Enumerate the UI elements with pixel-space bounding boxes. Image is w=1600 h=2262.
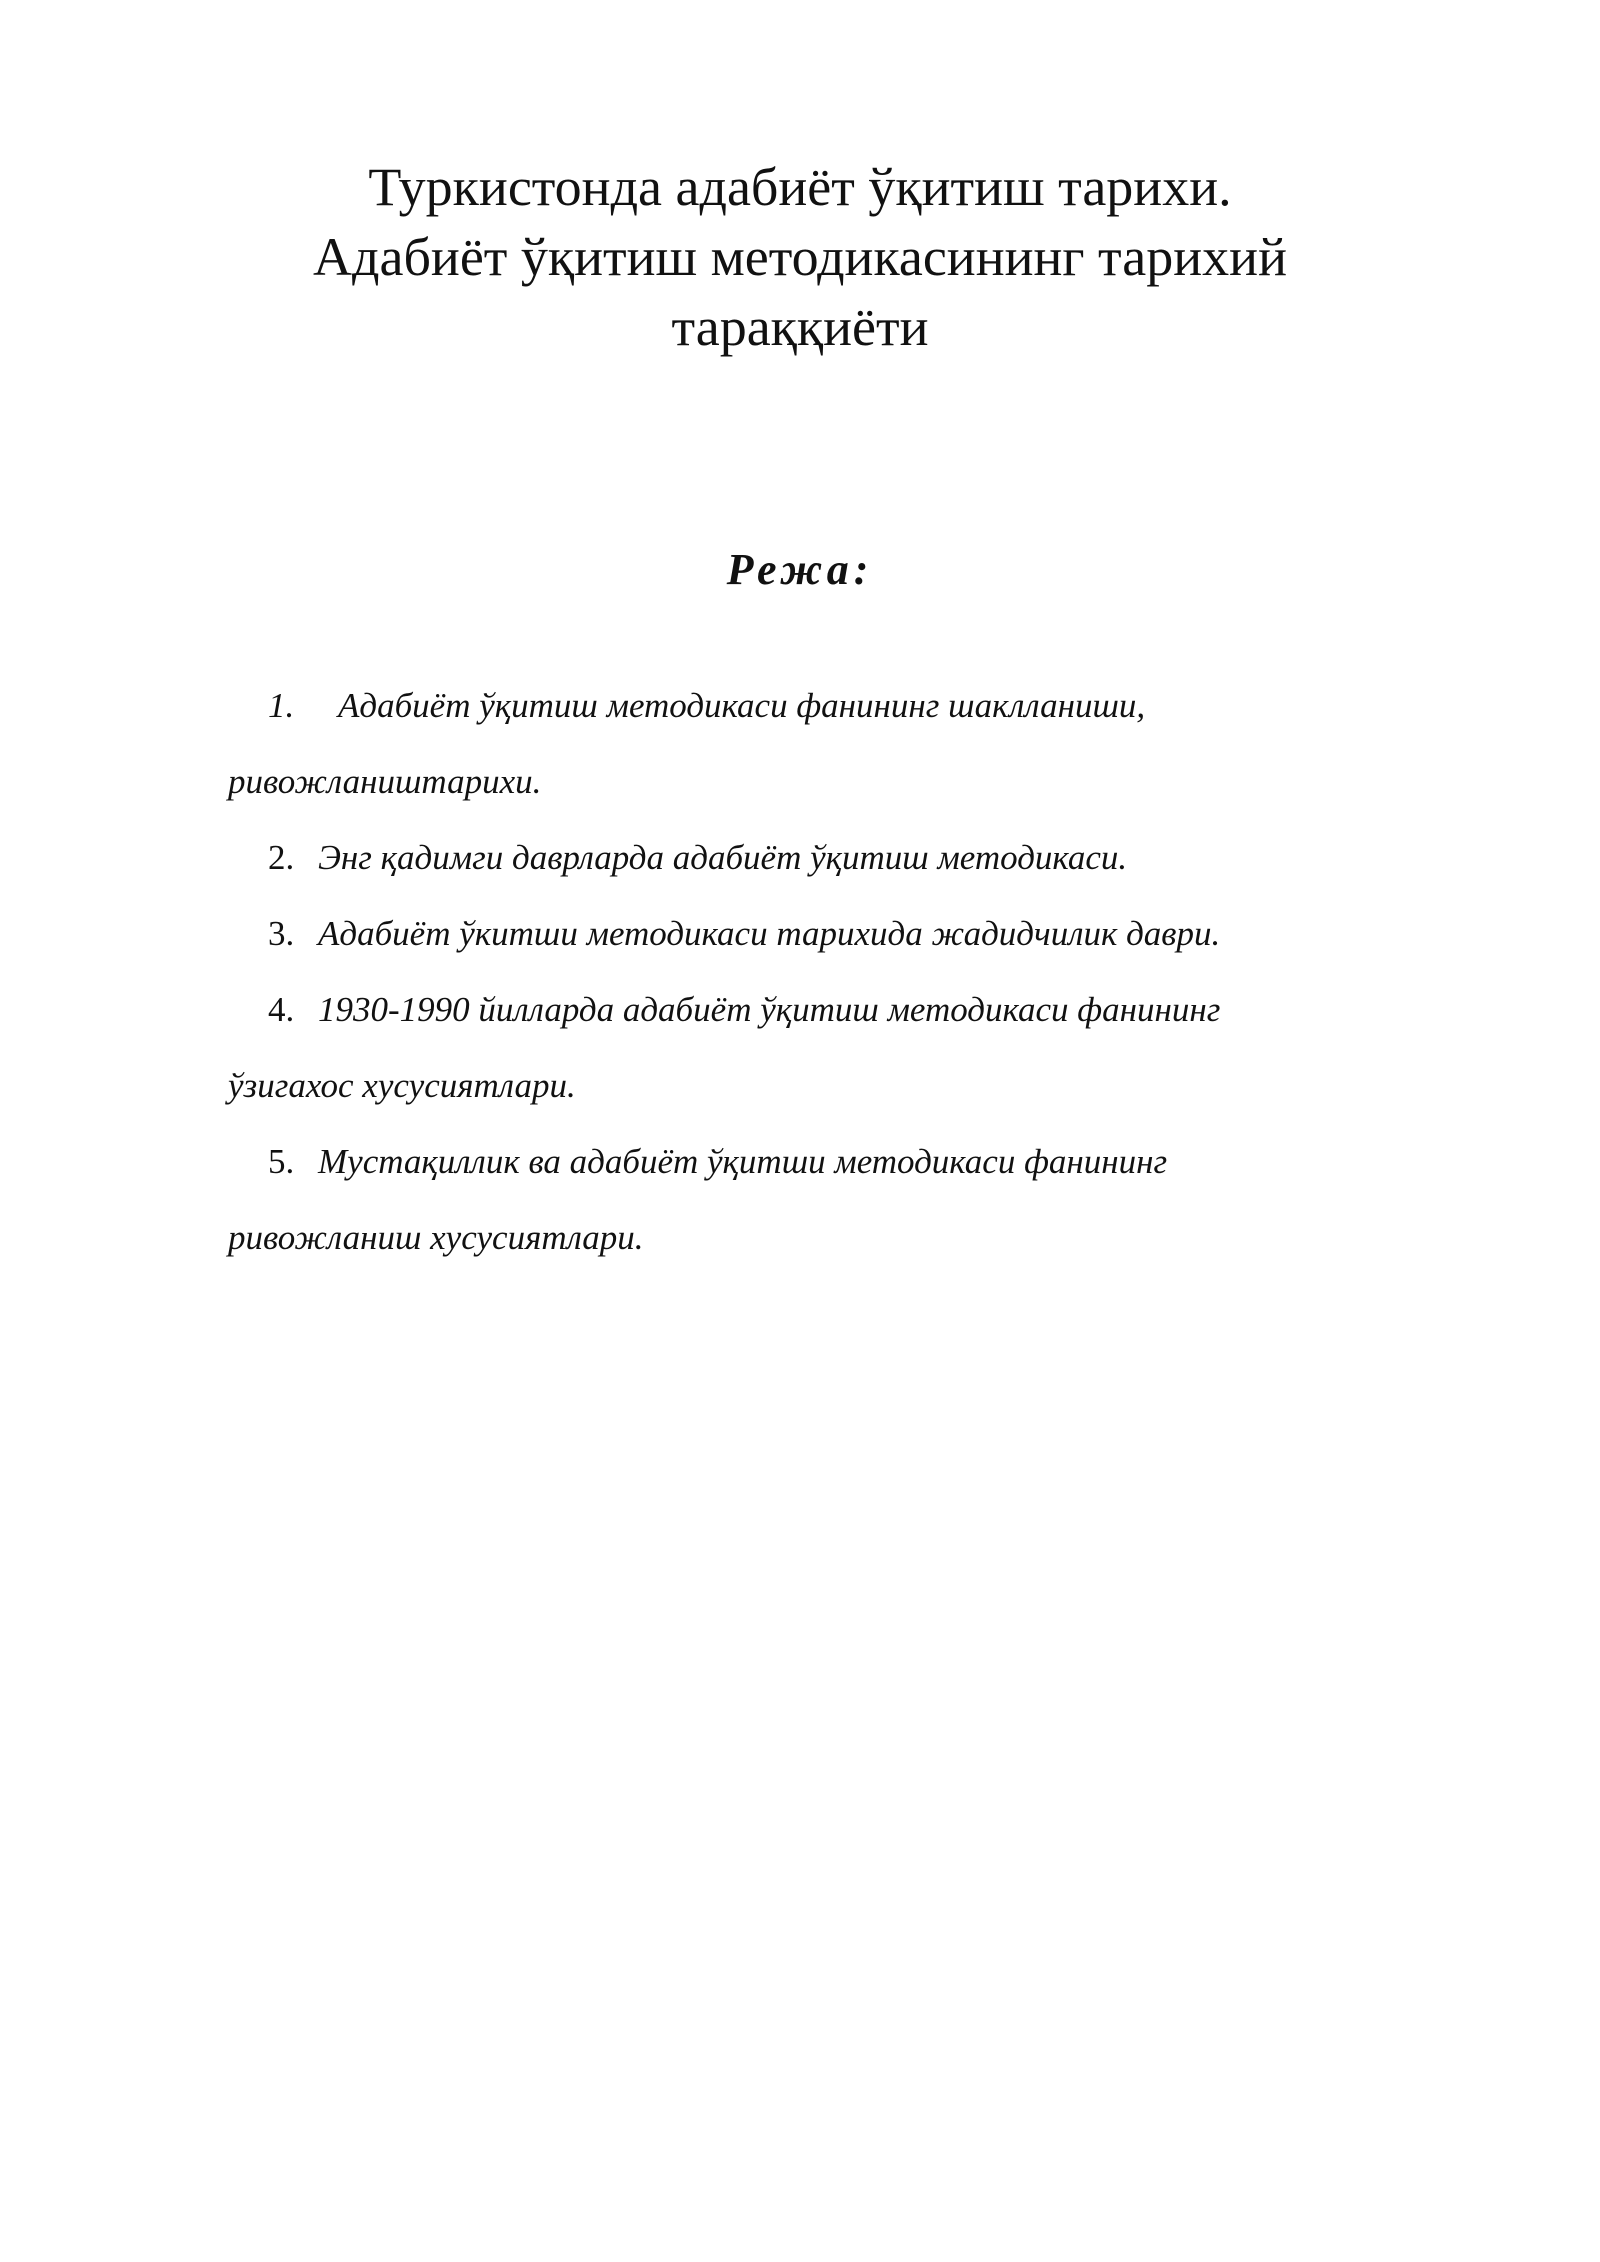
plan-item-1 <box>228 668 1488 820</box>
plan-item-text-line1: Адабиёт ўкитши методикаси тарихида жадидчилик даври. <box>318 914 1221 953</box>
plan-item-number: 2. <box>268 838 295 877</box>
plan-item-4 <box>228 972 1488 1124</box>
plan-item-text-line2: ўзигахос хусусиятлари. <box>228 1066 576 1105</box>
plan-item-number: 1. <box>268 686 295 725</box>
plan-list <box>228 668 1488 1276</box>
document-title <box>200 152 1400 362</box>
plan-item-text-line1: Мустақиллик ва адабиёт ўқитши методикаси фанининг <box>318 1142 1168 1181</box>
plan-item-5 <box>228 1124 1488 1276</box>
plan-item-text-line1: Адабиёт ўқитиш методикаси фанининг шаклланиши, <box>338 686 1146 725</box>
plan-item-number: 4. <box>268 990 295 1029</box>
plan-item-2 <box>228 820 1488 896</box>
plan-heading: Режа: <box>726 545 874 594</box>
plan-item-3 <box>228 896 1488 972</box>
plan-item-number: 5. <box>268 1142 295 1181</box>
plan-item-text-line2: ривожлаништарихи. <box>228 762 542 801</box>
title-line-2: Адабиёт ўқитиш методикасининг тарихий <box>313 227 1287 287</box>
plan-item-text-line1: 1930-1990 йилларда адабиёт ўқитиш методикаси фанининг <box>318 990 1221 1029</box>
title-line-1: Туркистонда адабиёт ўқитиш тарихи. <box>368 157 1232 217</box>
plan-item-number: 3. <box>268 914 295 953</box>
title-line-3: тараққиёти <box>671 297 929 357</box>
plan-item-text-line1: Энг қадимги даврларда адабиёт ўқитиш методикаси. <box>318 838 1128 877</box>
plan-item-text-line2: ривожланиш хусусиятлари. <box>228 1218 644 1257</box>
